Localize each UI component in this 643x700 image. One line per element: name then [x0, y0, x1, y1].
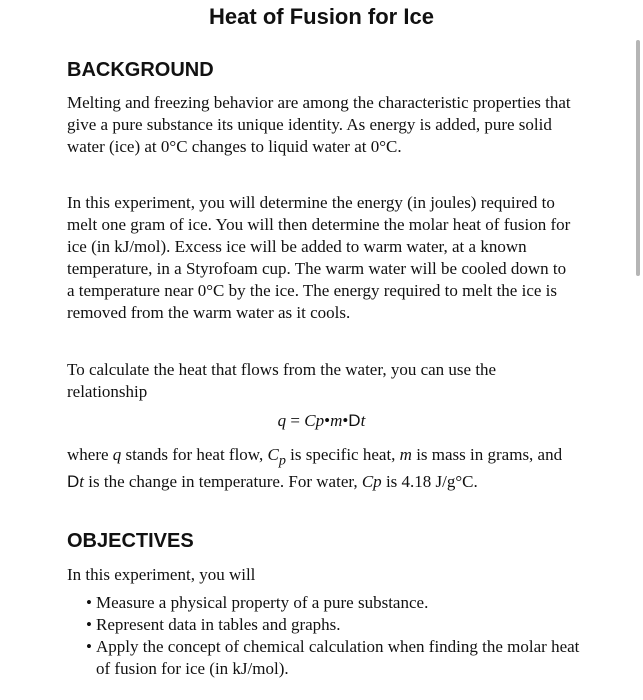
- formula-t: t: [360, 411, 366, 430]
- background-paragraph-1: Melting and freezing behavior are among the characteristic properties that give a pure substance its unique identity. As energy is added, pure solid water (ice) at 0°C changes to liquid water at 0°C.: [67, 93, 571, 156]
- var-t: t: [79, 472, 85, 492]
- formula-q: q: [277, 411, 287, 430]
- text-span: stands for heat flow,: [121, 445, 268, 464]
- background-paragraph-3: To calculate the heat that flows from the water, you can use the relationship: [67, 360, 497, 401]
- list-item: [86, 636, 586, 680]
- formula-dot-1: •: [324, 411, 331, 430]
- objectives-heading: OBJECTIVES: [67, 530, 194, 552]
- text-span: is specific heat,: [285, 445, 400, 464]
- formula-delta: D: [348, 411, 361, 430]
- formula-m: m: [330, 411, 343, 430]
- formula-equals: =: [286, 411, 305, 430]
- page-title: Heat of Fusion for Ice: [209, 4, 434, 29]
- list-item-text: Measure a physical property of a pure substance.: [96, 593, 429, 612]
- var-p-subscript: p: [278, 452, 286, 469]
- text-span: is 4.18 J/g°C.: [381, 472, 478, 492]
- objectives-list: [86, 592, 586, 680]
- background-paragraph-4: [67, 444, 577, 493]
- list-item: [86, 592, 586, 614]
- list-item: [86, 614, 586, 636]
- bullet-icon: •: [86, 637, 92, 656]
- delta-symbol: D: [67, 472, 80, 492]
- var-cp: Cp: [361, 472, 382, 492]
- background-paragraph-2: In this experiment, you will determine the energy (in joules) required to melt one gram of ice. You will then determine the molar heat of fusion for ice (in kJ/mol). Excess ice will be added to warm water, at a known temperature, in a Styrofoam cup. The warm water will be cooled down to a temperature near 0°C by the ice. The energy required to melt the ice is removed from the warm water as it cools.: [67, 193, 571, 322]
- text-span: is the change in temperature. For water,: [84, 472, 362, 492]
- text-span: where: [67, 445, 113, 464]
- var-q: q: [112, 445, 122, 464]
- var-m: m: [399, 445, 412, 464]
- text-span: is mass in grams, and: [411, 445, 563, 464]
- formula-dot-2: •: [342, 411, 349, 430]
- objectives-intro: In this experiment, you will: [67, 565, 256, 584]
- list-item-text: Apply the concept of chemical calculation when finding the molar heat of fusion for ice (in kJ/mol).: [96, 637, 580, 678]
- background-heading: BACKGROUND: [67, 59, 214, 81]
- formula-cp: Cp: [304, 411, 325, 430]
- vertical-scrollbar[interactable]: [636, 40, 640, 276]
- var-c: C: [267, 445, 279, 464]
- list-item-text: Represent data in tables and graphs.: [96, 615, 341, 634]
- bullet-icon: •: [86, 615, 92, 634]
- bullet-icon: •: [86, 593, 92, 612]
- heat-flow-formula: [0, 410, 643, 432]
